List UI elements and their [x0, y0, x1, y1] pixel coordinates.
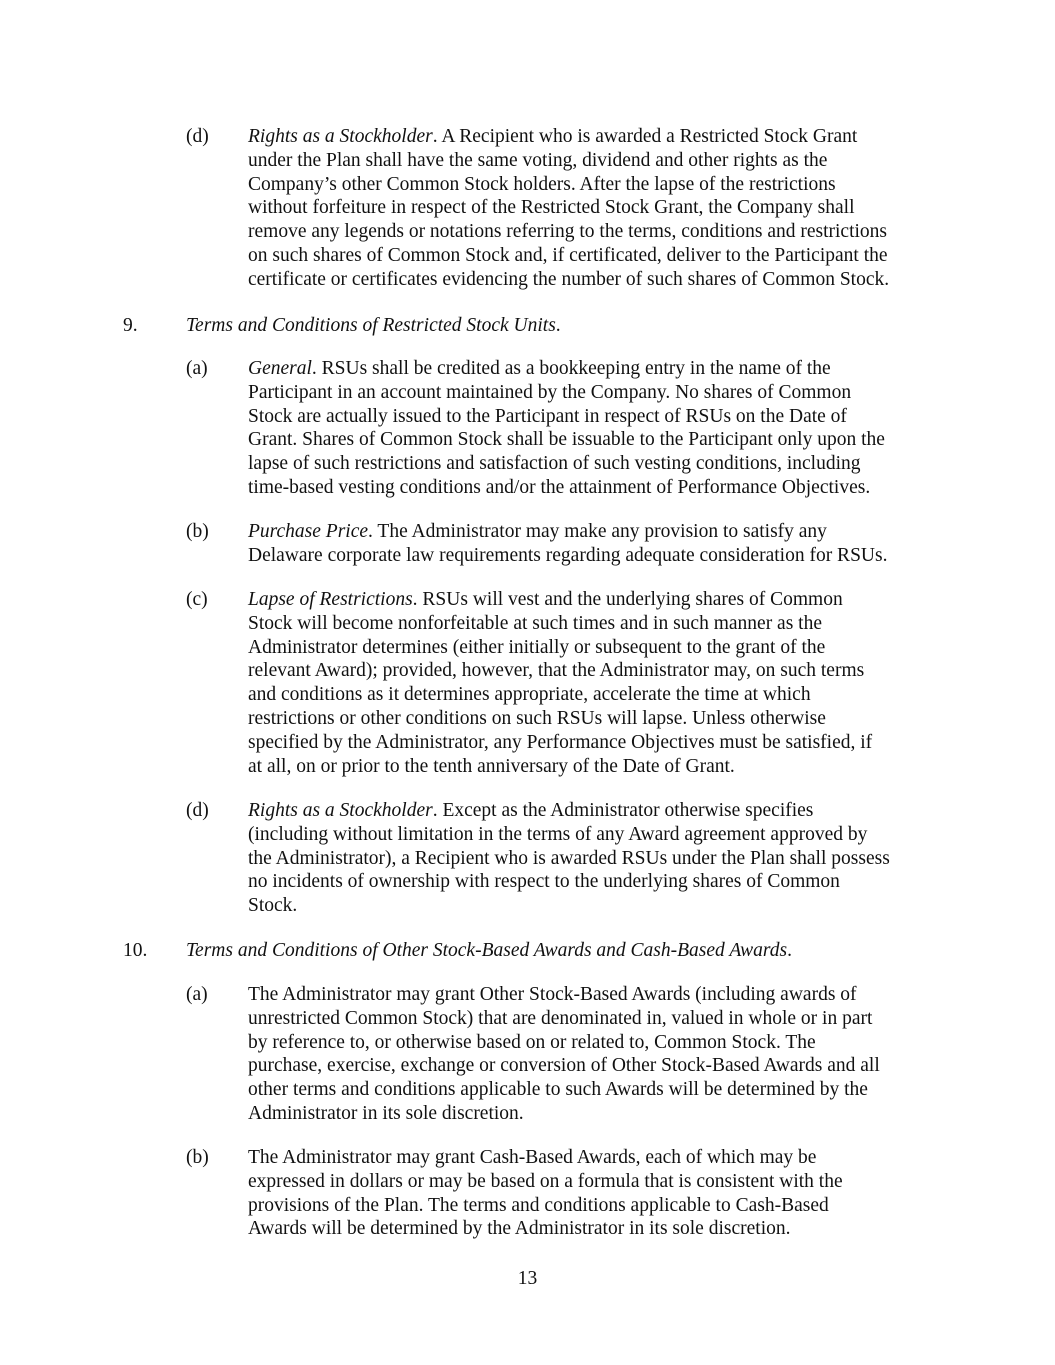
text-line: [248, 357, 938, 381]
text-line: The Administrator may grant Cash-Based Awards, each of which may be: [248, 1147, 817, 1168]
text-line: specified by the Administrator, any Performance Objectives must be satisfied, if: [248, 731, 873, 753]
section-title: [186, 939, 792, 963]
text-line: without forfeiture in respect of the Restricted Stock Grant, the Company shall: [248, 197, 855, 219]
subsection-label: (b): [186, 1147, 209, 1168]
text-line: Administrator in its sole discretion.: [248, 1102, 524, 1124]
text-line: Company’s other Common Stock holders. After the lapse of the restrictions: [248, 173, 836, 195]
text-line: Stock will become nonforfeitable at such times and in such manner as the: [248, 612, 823, 634]
text-line: lapse of such restrictions and satisfaction of such vesting conditions, including: [248, 453, 861, 475]
text-line: certificate or certificates evidencing the number of such shares of Common Stock.: [248, 268, 890, 290]
section-title-text: Terms and Conditions of Other Stock-Based Awards and Cash-Based Awards: [186, 940, 788, 961]
text-run: . RSUs shall be credited as a bookkeeping entry in the name of the: [311, 358, 831, 379]
text-line: unrestricted Common Stock) that are denominated in, valued in whole or in part: [248, 1007, 873, 1029]
text-line: Grant. Shares of Common Stock shall be issuable to the Participant only upon the: [248, 429, 885, 451]
text-line: [248, 799, 938, 823]
text-line: Stock are actually issued to the Participant in respect of RSUs on the Date of: [248, 405, 847, 427]
text-line: no incidents of ownership with respect to the underlying shares of Common: [248, 871, 840, 893]
subsection-body: [248, 983, 938, 1126]
subsection-label: (d): [186, 126, 209, 147]
subsection-body: [248, 357, 938, 500]
text-line: [248, 520, 938, 544]
subsection-body: [248, 588, 938, 778]
text-line: remove any legends or notations referring to the terms, conditions and restrictions: [248, 221, 887, 243]
text-run: . A Recipient who is awarded a Restricted Stock Grant: [432, 126, 858, 147]
text-line: relevant Award); provided, however, that the Administrator may, on such terms: [248, 660, 865, 682]
section-title-period: .: [787, 940, 792, 961]
text-line: purchase, exercise, exchange or conversion of Other Stock-Based Awards and all: [248, 1055, 880, 1077]
section-title-period: .: [555, 315, 561, 336]
subsection-body: [248, 125, 938, 292]
section-number: 10.: [123, 940, 148, 961]
text-run: . Except as the Administrator otherwise specifies: [432, 800, 814, 821]
text-line: and conditions as it determines appropriate, accelerate the time at which: [248, 684, 811, 706]
subsection-label: (d): [186, 800, 209, 821]
subsection-label: (b): [186, 521, 209, 542]
text-line: Administrator determines (either initially or subsequent to the grant of the: [248, 636, 826, 658]
subsection-heading: Lapse of Restrictions: [248, 589, 413, 610]
text-line: at all, on or prior to the tenth anniversary of the Date of Grant.: [248, 755, 735, 777]
text-line: provisions of the Plan. The terms and conditions applicable to Cash-Based: [248, 1194, 829, 1216]
text-line: other terms and conditions applicable to such Awards will be determined by the: [248, 1079, 868, 1101]
text-line: Delaware corporate law requirements regarding adequate consideration for RSUs.: [248, 544, 888, 566]
text-line: Awards will be determined by the Administrator in its sole discretion.: [248, 1218, 791, 1240]
subsection-heading: Rights as a Stockholder: [248, 800, 433, 821]
text-line: on such shares of Common Stock and, if certificated, deliver to the Participant the: [248, 244, 888, 266]
section-number: 9.: [123, 315, 138, 336]
text-line: Participant in an account maintained by the Company. No shares of Common: [248, 381, 852, 403]
subsection-heading: Purchase Price: [248, 521, 369, 542]
text-line: [248, 125, 938, 149]
subsection-label: (c): [186, 589, 208, 610]
text-line: expressed in dollars or may be based on a formula that is consistent with the: [248, 1170, 843, 1192]
text-line: time-based vesting conditions and/or the attainment of Performance Objectives.: [248, 476, 871, 498]
subsection-label: (a): [186, 984, 208, 1005]
section-title: [186, 314, 561, 338]
page-number: 13: [517, 1268, 538, 1289]
subsection-body: [248, 520, 938, 568]
section-title-text: Terms and Conditions of Restricted Stock Units: [186, 315, 556, 336]
subsection-body: [248, 799, 938, 918]
text-line: The Administrator may grant Other Stock-Based Awards (including awards of: [248, 984, 857, 1005]
subsection-heading: General: [248, 358, 312, 379]
text-line: under the Plan shall have the same voting, dividend and other rights as the: [248, 149, 828, 171]
text-run: . The Administrator may make any provision to satisfy any: [368, 521, 827, 542]
subsection-heading: Rights as a Stockholder: [248, 126, 433, 147]
text-run: . RSUs will vest and the underlying shares of Common: [412, 589, 843, 610]
text-line: (including without limitation in the terms of any Award agreement approved by: [248, 823, 868, 845]
text-line: Stock.: [248, 895, 298, 917]
text-line: by reference to, or otherwise based on or related to, Common Stock. The: [248, 1031, 816, 1053]
text-line: restrictions or other conditions on such RSUs will lapse. Unless otherwise: [248, 707, 826, 729]
subsection-label: (a): [186, 358, 208, 379]
text-line: [248, 588, 938, 612]
subsection-body: [248, 1146, 938, 1241]
text-line: the Administrator), a Recipient who is awarded RSUs under the Plan shall possess: [248, 847, 890, 869]
